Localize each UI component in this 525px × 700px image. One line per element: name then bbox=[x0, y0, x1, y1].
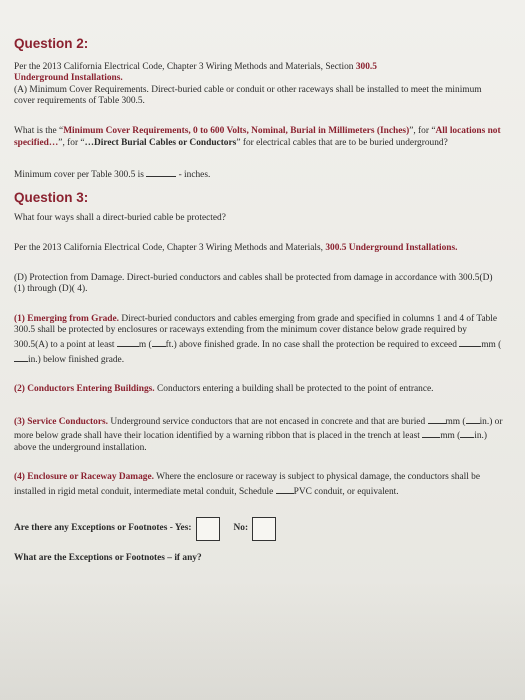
q3-item3-mm1-blank[interactable] bbox=[428, 414, 446, 424]
q3-item2-text: Conductors entering a building shall be protected to the point of entrance. bbox=[154, 384, 434, 395]
q3-item3-in2-blank[interactable] bbox=[460, 428, 474, 438]
q2-answer-pre: Minimum cover per Table 300.5 is bbox=[14, 170, 144, 181]
q2-question-mid1: ”, for “ bbox=[409, 125, 436, 136]
exceptions-question: Are there any Exceptions or Footnotes - Yes: bbox=[14, 522, 192, 533]
exceptions-row bbox=[14, 517, 503, 541]
q2-question-bold2: All locations not specified… bbox=[14, 125, 501, 148]
q2-question-bold1: Minimum Cover Requirements, 0 to 600 Volts, Nominal, Burial in Millimeters (Inches) bbox=[63, 125, 410, 136]
q2-intro-text: Per the 2013 California Electrical Code, Chapter 3 Wiring Methods and Materials, Section bbox=[14, 61, 356, 72]
q3-item4-text2: conduit, or equivalent. bbox=[314, 487, 399, 498]
yes-checkbox[interactable] bbox=[196, 517, 220, 541]
q3-item1-m: m ( bbox=[138, 339, 152, 350]
question-2-heading: Question 2: bbox=[14, 36, 89, 51]
q2-answer-line bbox=[14, 167, 503, 182]
q3-item1-in: in.) below finished grade. bbox=[28, 354, 125, 365]
q3-item3-text3: in.) above the underground installation. bbox=[14, 431, 488, 453]
q2-question-bold3: …Direct Burial Cables or Conductors bbox=[84, 137, 237, 148]
q3-item3-text2: in.) or more below grade shall have their location identified by a warning ribbon that is placed in the trench at least bbox=[14, 416, 503, 442]
q3-item-3 bbox=[14, 414, 503, 455]
q3-item1-in-blank[interactable] bbox=[14, 352, 28, 362]
q3-item1-ft: ft.) above finished grade. In no case shall the protection be required to exceed bbox=[165, 339, 457, 350]
q3-item1-ft-blank[interactable] bbox=[152, 337, 166, 347]
q3-item4-schedule-blank[interactable] bbox=[276, 484, 294, 494]
q2-text-a: (A) Minimum Cover Requirements. Direct-buried cable or conduit or other raceways shall be installed to meet the minimum cover requirements of Table 300.5. bbox=[14, 84, 482, 107]
q3-item3-text1: Underground service conductors that are not encased in concrete and that are buried bbox=[108, 416, 426, 427]
q3-item1-m-blank[interactable] bbox=[117, 337, 139, 347]
q2-answer-blank[interactable] bbox=[146, 167, 176, 177]
q3-item4-pvc: PVC bbox=[293, 487, 312, 498]
exceptions-what: What are the Exceptions or Footnotes – if any? bbox=[14, 552, 202, 563]
q2-question-paragraph bbox=[14, 126, 503, 149]
q3-intro-text: Per the 2013 California Electrical Code, Chapter 3 Wiring Methods and Materials, bbox=[14, 242, 326, 253]
q3-item4-text1: Where the enclosure or raceway is subject to physical damage, the conductors shall be installed in rigid metal conduit, intermediate metal conduit, Schedule bbox=[14, 472, 481, 498]
q3-item3-mm1: mm ( bbox=[445, 416, 466, 427]
q3-item-1 bbox=[14, 314, 503, 366]
no-label: No: bbox=[233, 522, 249, 533]
question-3-heading: Question 3: bbox=[14, 189, 89, 205]
q2-answer-post: - inches. bbox=[178, 170, 211, 181]
q3-item1-title: (1) Emerging from Grade. bbox=[14, 313, 120, 324]
q3-item1-text1: Direct-buried conductors and cables emerging from grade and specified in columns 1 and 4 of Table 300.5 shall be protected by enclosures or raceways extending from the minimum cover distance below grade required by 300.5(A) to a point at least bbox=[14, 313, 498, 350]
q2-question-mid2: ”, for “ bbox=[58, 137, 85, 148]
q2-question-pre: What is the “ bbox=[14, 125, 64, 136]
q3-intro-paragraph bbox=[14, 243, 503, 255]
q3-item3-mm2-blank[interactable] bbox=[422, 428, 440, 438]
q3-question: What four ways shall a direct-buried cable be protected? bbox=[14, 213, 226, 224]
q3-item-2 bbox=[14, 384, 503, 396]
q3-item3-title: (3) Service Conductors. bbox=[14, 416, 108, 427]
q3-section-title: 300.5 Underground Installations. bbox=[325, 242, 458, 253]
q3-item1-mm: mm ( bbox=[481, 339, 502, 350]
q3-item2-title: (2) Conductors Entering Buildings. bbox=[14, 384, 155, 395]
no-checkbox[interactable] bbox=[252, 517, 276, 541]
q3-item-4 bbox=[14, 472, 503, 498]
q3-item1-mm-blank[interactable] bbox=[459, 337, 481, 347]
q2-intro-paragraph bbox=[14, 62, 503, 108]
q2-question-post: ” for electrical cables that are to be buried underground? bbox=[236, 137, 448, 148]
q2-section-title: Underground Installations. bbox=[14, 73, 123, 84]
q3-item4-title: (4) Enclosure or Raceway Damage. bbox=[14, 472, 154, 483]
page-shadow bbox=[0, 580, 525, 700]
q3-item3-mm2: mm ( bbox=[440, 431, 461, 442]
q2-section-ref: 300.5 bbox=[355, 61, 377, 72]
q3-item3-in1-blank[interactable] bbox=[466, 414, 480, 424]
q3-text-d: (D) Protection from Damage. Direct-buried conductors and cables shall be protected from damage in accordance with 300.5(D)(1) through (D)( 4). bbox=[14, 272, 493, 295]
